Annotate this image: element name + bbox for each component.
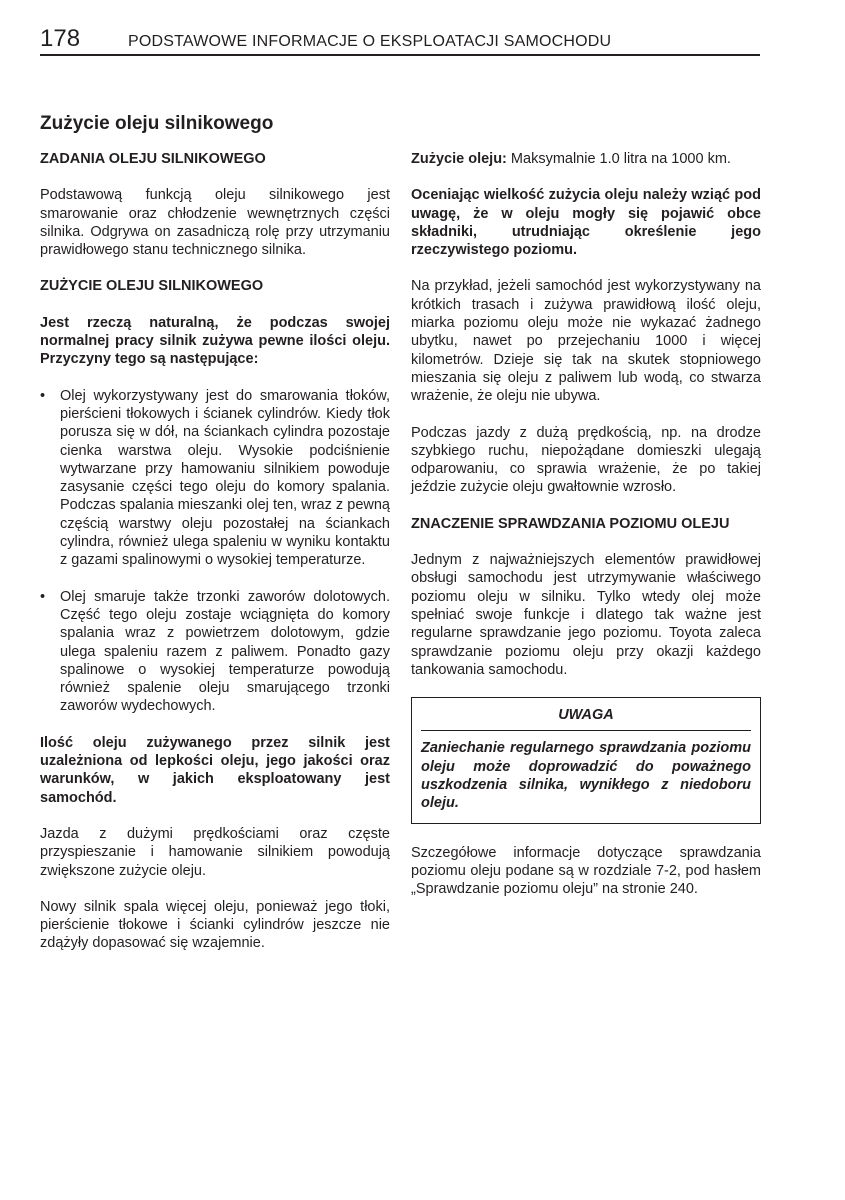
heading-check-importance: ZNACZENIE SPRAWDZANIA POZIOMU OLEJU <box>411 515 730 532</box>
list-item-text: Olej wykorzystywany jest do smarowania tłoków, pierścieni tłokowych i ścianek cylindrów. Kiedy tłok porusza się w dół, na ściankach cylindra pozostaje cienka warstwa oleju. Wysokie podciśnienie wytwarzane przy hamowaniu silnikiem powoduje zasysanie części tego oleju do komory spalania. Podczas spalania mieszanki olej ten, wraz z pewną częścią warstwy oleju pozostałej na ściankach cylindra, również ulega spaleniu w wyniku kontaktu z gazami spalinowymi o wysokiej temperaturze. <box>60 387 390 569</box>
paragraph-short-trips: Na przykład, jeżeli samochód jest wykorzystywany na krótkich trasach i zużywa prawidłową ilość oleju, miarka poziomu oleju może nie wykazać żadnego ubytku, nawet po przejechaniu 1000 i więcej kilometrów. Dzieje się tak na skutek stopniowego mieszania się oleju z paliwem lub wodą, co stwarza wrażenie, że oleju nie ubywa. <box>411 278 761 405</box>
list-item <box>40 387 390 570</box>
warning-text: Zaniechanie regularnego sprawdzania poziomu oleju może doprowadzić do poważnego uszkodzenia silnika, wynikłego z niedoboru oleju. <box>421 740 751 812</box>
paragraph-regular-check: Jednym z najważniejszych elementów prawidłowej obsługi samochodu jest utrzymywanie właściwego poziomu oleju w silniku. Tylko wtedy olej może spełniać swoje funkcje i dlatego tak ważne jest regularne sprawdzanie jego poziomu. Toyota zaleca sprawdzanie poziomu oleju przy okazji każdego tankowania samochodu. <box>411 552 761 678</box>
list-item <box>40 588 390 716</box>
paragraph-assessment-note: Oceniając wielkość zużycia oleju należy wziąć pod uwagę, że w oleju mogły się pojawić obce składniki, utrudniając określenie jego rzeczywistego poziomu. <box>411 187 761 259</box>
warning-box <box>411 697 761 823</box>
consumption-value: Maksymalnie 1.0 litra na 1000 km. <box>510 151 731 167</box>
page-header <box>40 26 760 56</box>
heading-oil-tasks: ZADANIA OLEJU SILNIKOWEGO <box>40 151 266 167</box>
paragraph-consumption-intro: Jest rzeczą naturalną, że podczas swojej normalnej pracy silnik zużywa pewne ilości oleju. Przyczyny tego są następujące: <box>40 314 390 368</box>
running-title: PODSTAWOWE INFORMACJE O EKSPLOATACJI SAMOCHODU <box>128 33 612 50</box>
consumption-label: Zużycie oleju: <box>411 151 507 167</box>
consumption-spec <box>411 150 761 168</box>
right-column <box>411 150 761 917</box>
paragraph-high-speed: Podczas jazdy z dużą prędkością, np. na drodze szybkiego ruchu, niepożądane domieszki ulegają odparowaniu, co sprawia wrażenie, że po takiej jeździe zużycie oleju gwałtownie wzrosło. <box>411 424 761 496</box>
left-column <box>40 150 390 971</box>
heading-oil-consumption: ZUŻYCIE OLEJU SILNIKOWEGO <box>40 278 264 295</box>
page-number: 178 <box>40 25 81 52</box>
section-title: Zużycie oleju silnikowego <box>40 113 274 134</box>
paragraph-consumption-factors: Ilość oleju zużywanego przez silnik jest uzależniona od lepkości oleju, jego jakości oraz warunków, w jakich eksploatowany jest samochód. <box>40 734 390 806</box>
warning-title: UWAGA <box>421 698 751 731</box>
paragraph-reference: Szczegółowe informacje dotyczące sprawdzania poziomu oleju podane są w rozdziale 7-2, pod hasłem „Sprawdzanie poziomu oleju” na stronie 240. <box>411 844 761 898</box>
bullet-list <box>40 387 390 716</box>
bullet-icon: • <box>40 387 46 404</box>
paragraph-oil-function: Podstawową funkcją oleju silnikowego jest smarowanie oraz chłodzenie wewnętrznych części silnika. Odgrywa on zasadniczą rolę przy utrzymaniu prawidłowego stanu technicznego silnika. <box>40 187 390 259</box>
paragraph-driving-style: Jazda z dużymi prędkościami oraz częste przyspieszanie i hamowanie silnikiem powodują zwiększone zużycie oleju. <box>40 825 390 879</box>
paragraph-new-engine: Nowy silnik spala więcej oleju, ponieważ jego tłoki, pierścienie tłokowe i ścianki cylindrów jeszcze nie zdążyły dopasować się wzajemnie. <box>40 898 390 952</box>
bullet-icon: • <box>40 588 46 605</box>
list-item-text: Olej smaruje także trzonki zaworów dolotowych. Część tego oleju zostaje wciągnięta do komory spalania wraz z powietrzem dolotowym, gdzie ulega spaleniu razem z paliwem. Ponadto gazy spalinowe o wysokiej temperaturze powodują również spalenie oleju smarującego trzonki zaworów wydechowych. <box>60 588 390 715</box>
